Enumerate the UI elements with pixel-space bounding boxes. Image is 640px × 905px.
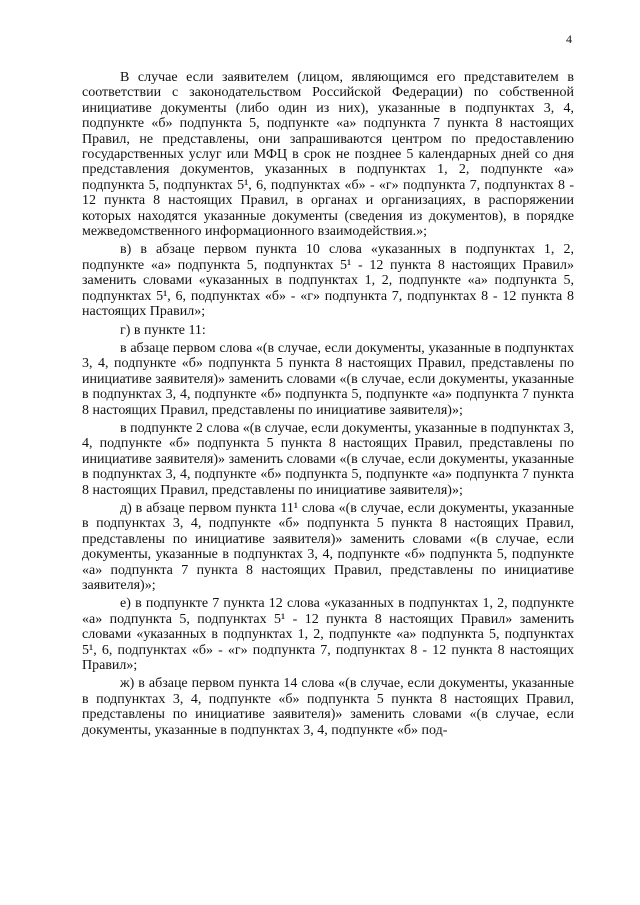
paragraph: ж) в абзаце первом пункта 14 слова «(в случае, если документы, указанные в подпунктах 3, 4, подпункте «б» подпункта 5 пункта 8 настоящих Правил, представлены по инициативе заявителя)» заменить словами «(в случае, если документы, указанные в подпунктах 3, 4, подпункте «б» под- — [82, 676, 574, 738]
paragraph: г) в пункте 11: — [120, 322, 206, 338]
paragraph: В случае если заявителем (лицом, являющимся его представителем в соответствии с законодательством Российской Федерации) по собственной инициативе документы (либо один из них), указанные в подпунктах 3, 4, подпункте «б» подпункта 5, подпункте «а» подпункта 7 пункта 8 настоящих Правил, не представлены, они запрашиваются центром по предоставлению государственных услуг или МФЦ в срок не позднее 5 календарных дней со дня представления документов, указанных в подпунктах 1, 2, подпункте «а» подпункта 5, подпунктах 5¹, 6, подпунктах «б» - «г» подпункта 7, подпунктах 8 - 12 пункта 8 настоящих Правил, в органах и организациях, в распоряжении которых находятся указанные документы (сведения из документов), в порядке межведомственного информационного взаимодействия.»; — [82, 70, 574, 240]
paragraph: е) в подпункте 7 пункта 12 слова «указанных в подпунктах 1, 2, подпункте «а» подпункта 5, подпунктах 5¹ - 12 пункта 8 настоящих Правил» заменить словами «указанных в подпунктах 1, 2, подпункте «а» подпункта 5, подпунктах 5¹, 6, подпунктах «б» - «г» подпункта 7, подпунктах 8 - 12 пункта 8 настоящих Правил»; — [82, 596, 574, 674]
page-number: 4 — [566, 32, 572, 46]
paragraph: д) в абзаце первом пункта 11¹ слова «(в случае, если документы, указанные в подпунктах 3, 4, подпункте «б» подпункта 5 пункта 8 настоящих Правил, представлены по инициативе заявителя)» заменить словами «(в случае, если документы, указанные в подпунктах 3, 4, подпункте «б» подпункта 5, подпункте «а» подпункта 7 пункта 8 настоящих Правил, представлены по инициативе заявителя)»; — [82, 500, 574, 593]
document-body — [82, 70, 574, 741]
paragraph: в) в абзаце первом пункта 10 слова «указанных в подпунктах 1, 2, подпункте «а» подпункта 5, подпунктах 5¹ - 12 пункта 8 настоящих Правил» заменить словами «указанных в подпунктах 1, 2, подпункте «а» подпункта 5, подпунктах 5¹, 6, подпунктах «б» - «г» подпункта 7, подпунктах 8 - 12 пункта 8 настоящих Правил»; — [82, 242, 574, 320]
paragraph: в подпункте 2 слова «(в случае, если документы, указанные в подпунктах 3, 4, подпункте «б» подпункта 5 пункта 8 настоящих Правил, представлены по инициативе заявителя)» заменить словами «(в случае, если документы, указанные в подпунктах 3, 4, подпункте «б» подпункта 5, подпункте «а» подпункта 7 пункта 8 настоящих Правил, представлены по инициативе заявителя)»; — [82, 420, 574, 498]
paragraph: в абзаце первом слова «(в случае, если документы, указанные в подпунктах 3, 4, подпункте «б» подпункта 5 пункта 8 настоящих Правил, представлены по инициативе заявителя)» заменить словами «(в случае, если документы, указанные в подпунктах 3, 4, подпункте «б» подпункта 5, подпункте «а» подпункта 7 пункта 8 настоящих Правил, представлены по инициативе заявителя)»; — [82, 340, 574, 418]
